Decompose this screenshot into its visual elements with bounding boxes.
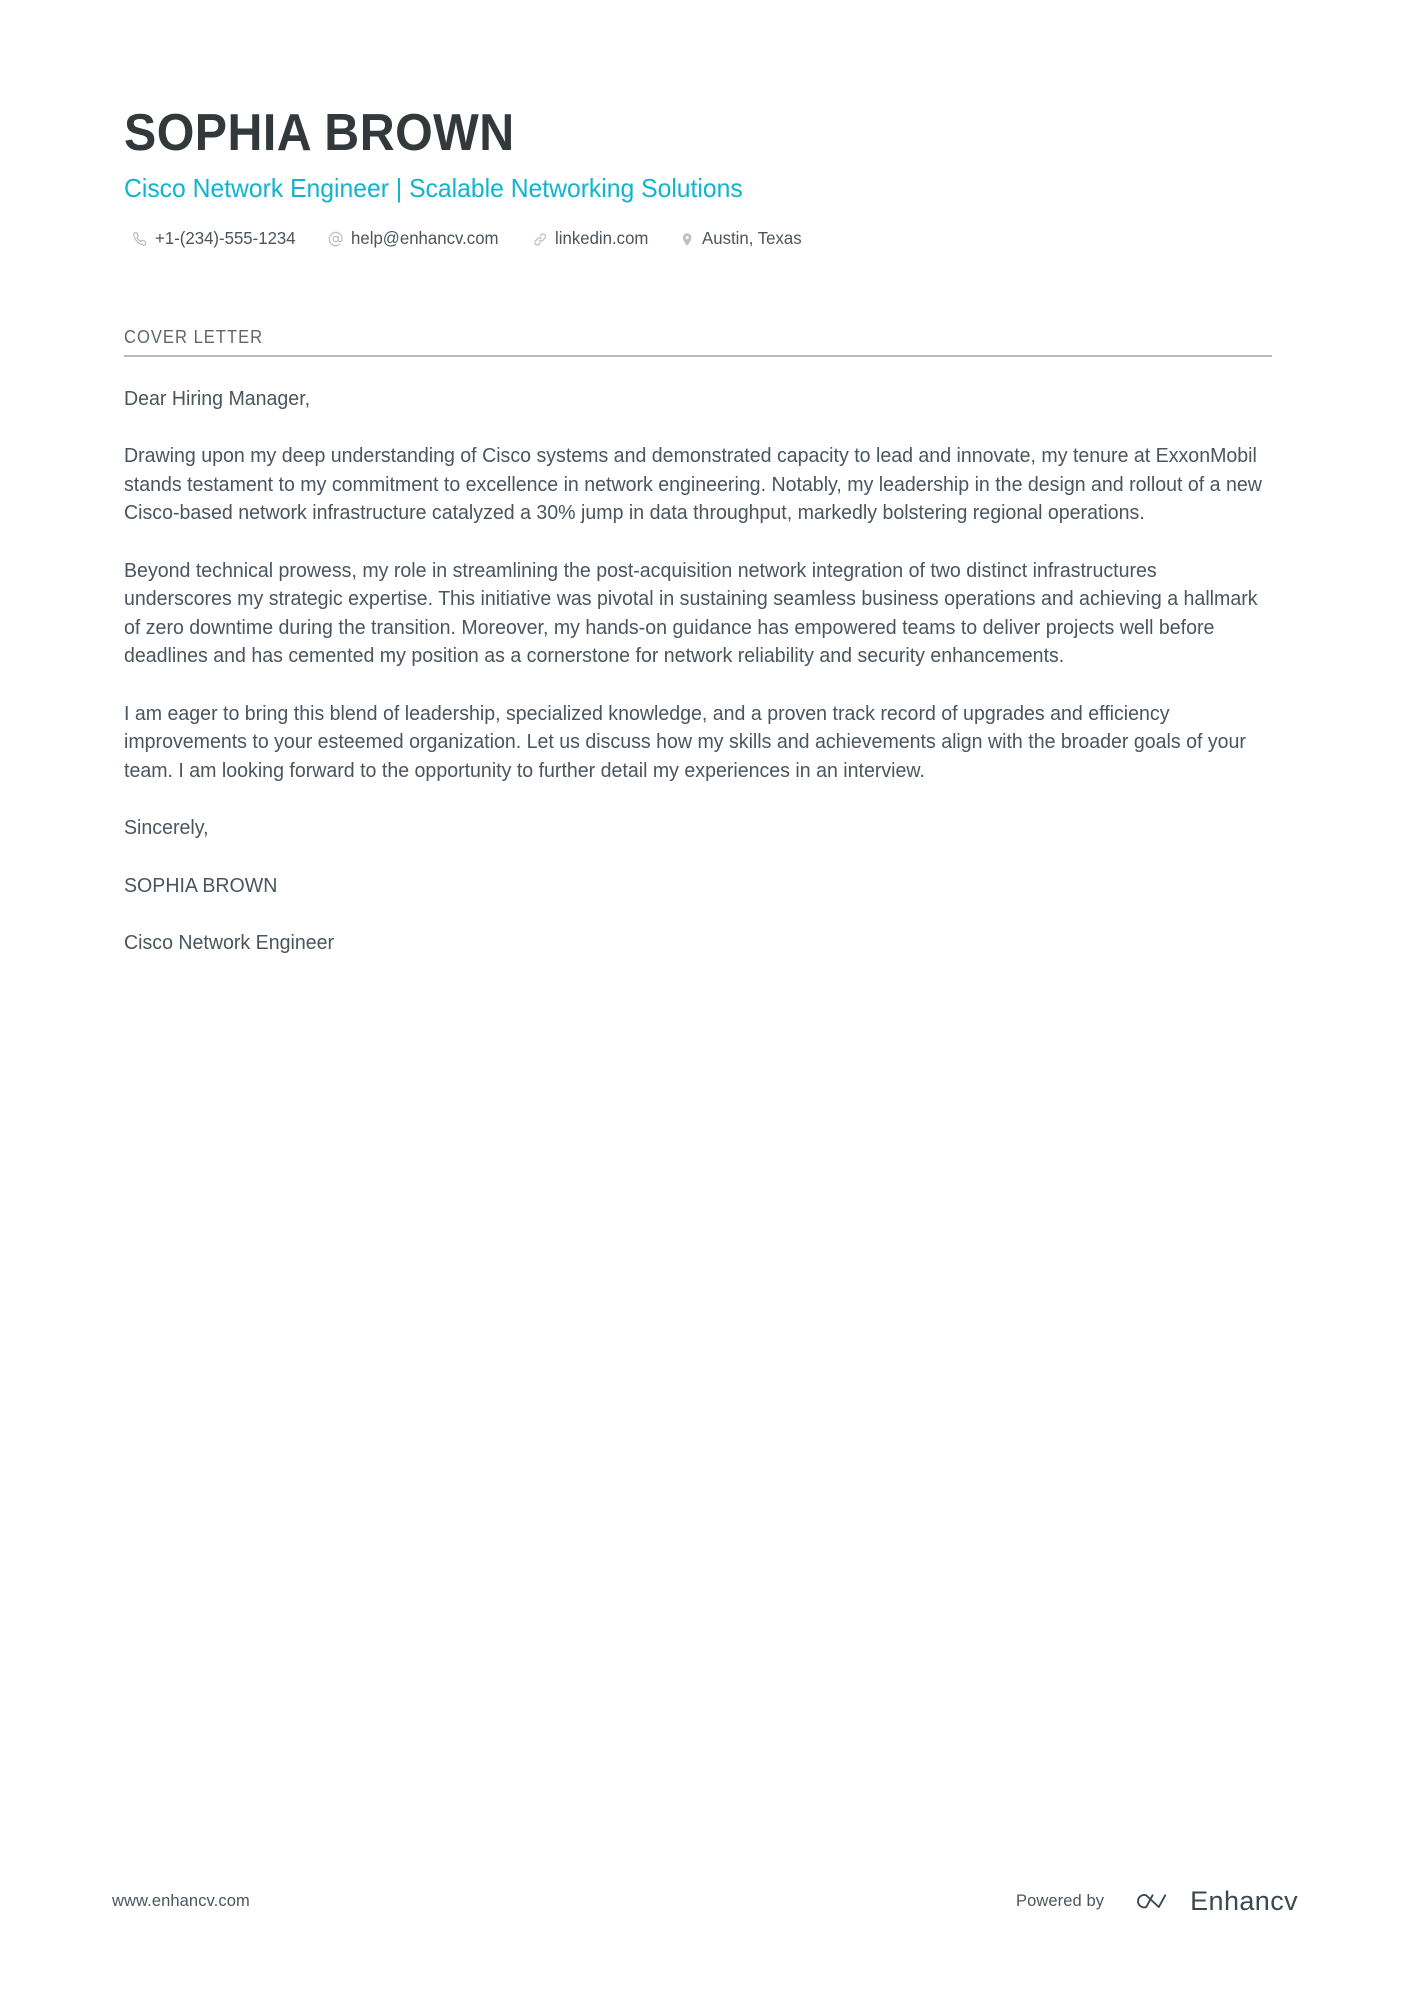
phone-icon	[132, 231, 147, 247]
cover-letter-section	[124, 327, 1272, 958]
email-at-icon	[328, 231, 343, 247]
contact-linkedin-text: linkedin.com	[555, 228, 649, 249]
page-footer	[112, 1886, 1298, 1917]
enhancv-brand[interactable]	[1130, 1886, 1298, 1917]
location-pin-icon	[679, 231, 694, 247]
contact-location-text: Austin, Texas	[702, 228, 802, 249]
contact-item-location[interactable]	[679, 230, 802, 248]
powered-by-label: Powered by	[1015, 1892, 1105, 1910]
professional-headline: Cisco Network Engineer | Scalable Networking Solutions	[124, 173, 743, 204]
document-content	[124, 105, 1272, 958]
header	[124, 105, 1272, 248]
letter-paragraph-2: Beyond technical prowess, my role in streamlining the post-acquisition network integration of two distinct infrastructures underscores my strategic expertise. This initiative was pivotal in sustaining seamless business operations and achieving a hallmark of zero downtime during the transition. Moreover, my hands-on guidance has empowered teams to deliver projects well before deadlines and has cemented my position as a cornerstone for network reliability and security enhancements.	[124, 558, 1258, 668]
contact-item-linkedin[interactable]	[532, 230, 648, 248]
footer-website-link[interactable]: www.enhancv.com	[112, 1892, 250, 1910]
letter-paragraph-1: Drawing upon my deep understanding of Cisco systems and demonstrated capacity to lead and innovate, my tenure at ExxonMobil stands testament to my commitment to excellence in network engineering. Notably, my leadership in the design and rollout of a new Cisco-based network infrastructure catalyzed a 30% jump in data throughput, markedly bolstering regional operations.	[124, 444, 1262, 525]
contact-phone-text: +1-(234)-555-1234	[155, 228, 296, 249]
letter-salutation: Dear Hiring Manager,	[124, 386, 311, 410]
enhancv-brand-name: Enhancv	[1190, 1886, 1298, 1916]
contact-item-email[interactable]	[328, 230, 499, 248]
contact-email-text: help@enhancv.com	[351, 228, 499, 249]
page-title: SOPHIA BROWN	[124, 104, 515, 162]
contact-item-phone[interactable]	[132, 230, 296, 248]
letter-closing: Sincerely,	[124, 816, 209, 840]
letter-signature-title: Cisco Network Engineer	[124, 931, 335, 955]
footer-branding	[1016, 1886, 1298, 1917]
letter-body	[124, 385, 1272, 958]
enhancv-logo-icon	[1130, 1889, 1176, 1915]
letter-paragraph-3: I am eager to bring this blend of leadership, specialized knowledge, and a proven track record of upgrades and efficiency improvements to your esteemed organization. Let us discuss how my skills and achievements align with the broader goals of your team. I am looking forward to the opportunity to further detail my experiences in an interview.	[124, 701, 1246, 782]
contact-row	[132, 230, 1272, 248]
letter-signature-name: SOPHIA BROWN	[124, 873, 278, 897]
link-icon	[532, 231, 547, 247]
section-title: COVER LETTER	[124, 326, 264, 347]
